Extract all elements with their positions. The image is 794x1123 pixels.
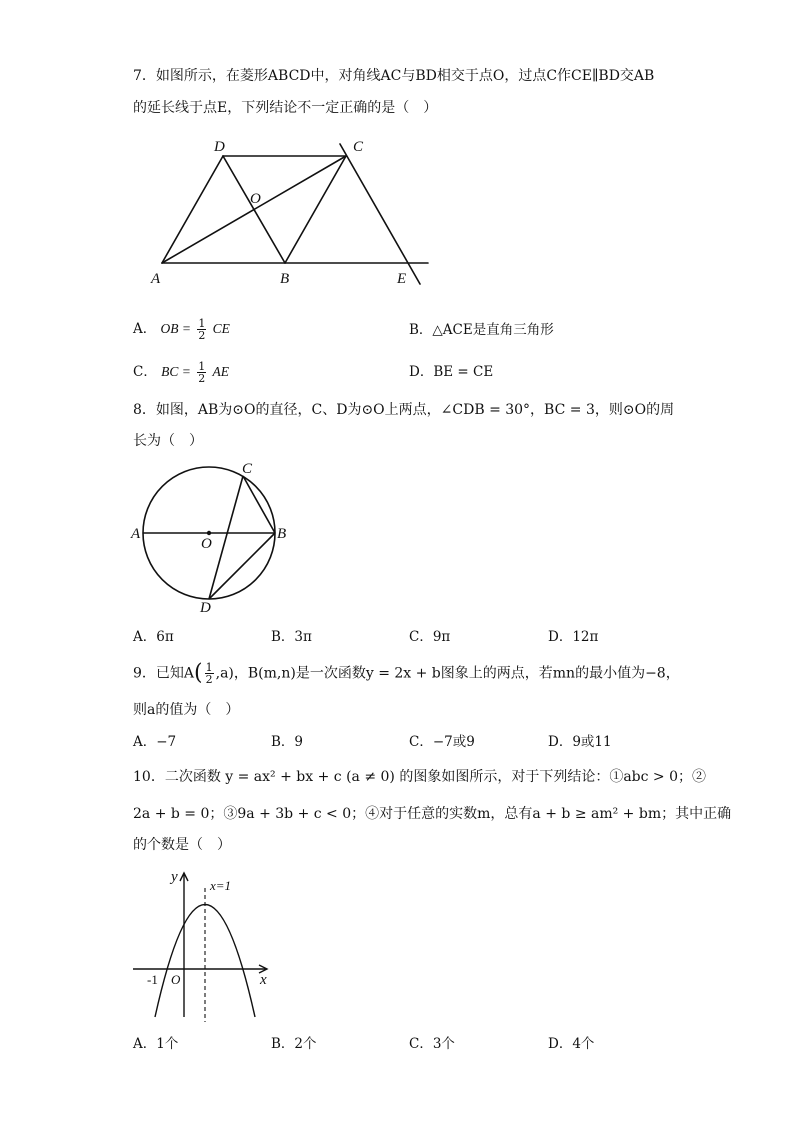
q7-option-a-fraction [197,318,206,341]
q8-label-c: C [242,461,253,477]
q7-option-a-prefix: A． [133,321,157,337]
q10-stem-line2: 2a + b = 0；③9a + 3b + c < 0；④对于任意的实数m，总有a + b ≥ am² + bm；其中正确 [133,806,732,822]
q8-option-c[interactable]: C．9π [409,629,451,645]
q9-option-d[interactable]: D．9或11 [548,734,612,750]
q8-option-d[interactable]: D．12π [548,629,599,645]
q8-chord-cb [243,476,275,533]
q8-chord-cd [209,476,243,599]
q10-label-y: y [171,869,178,885]
q10-label-neg-one: -1 [147,972,158,987]
q7-option-b[interactable]: B．△ACE是直角三角形 [409,322,554,338]
q7-label-d: D [214,139,225,155]
q8-center-point [207,531,211,535]
q7-side-bc [285,156,346,263]
q8-circle-o [143,467,275,599]
q10-option-c[interactable]: C．3个 [409,1036,455,1052]
q7-label-b: B [280,271,290,287]
q8-stem-line2: 长为（ ） [133,433,203,449]
q9-option-c[interactable]: C．−7或9 [409,734,475,750]
q10-label-origin: O [171,972,181,987]
q8-label-o: O [201,536,212,552]
q8-option-b[interactable]: B．3π [271,629,312,645]
q7-option-d[interactable]: D．BE = CE [409,364,494,380]
q7-stem-line1: 7．如图所示，在菱形ABCD中，对角线AC与BD相交于点O，过点C作CE∥BD交AB [133,68,655,84]
q7-option-a[interactable] [133,318,230,341]
q10-label-x: x [260,972,267,988]
q7-option-c[interactable] [133,361,229,384]
q10-x-axis-arrow [259,965,267,973]
q10-y-axis-arrow [180,873,188,881]
q8-stem-line1: 8．如图，AB为⊙O的直径，C、D为⊙O上两点，∠CDB = 30°，BC = 3，则⊙O的周 [133,402,675,418]
q7-option-c-prefix: C． [133,364,157,380]
q7-label-e: E [397,271,407,287]
q7-option-a-right: CE [212,321,230,336]
q10-option-d[interactable]: D．4个 [548,1036,595,1052]
q7-option-a-denominator: 2 [198,329,206,342]
q10-option-a[interactable]: A．1个 [133,1036,179,1052]
q9-fraction-denominator: 2 [205,673,213,686]
q8-chord-db [209,533,275,599]
q9-stem-line1 [133,662,680,685]
q9-fraction-numerator: 1 [205,661,213,674]
q8-option-a[interactable]: A．6π [133,629,174,645]
q8-label-a: A [131,526,141,542]
q7-option-c-left: BC = [161,364,191,379]
q9-stem-prefix: 9．已知A [133,665,195,682]
q7-option-c-fraction [197,361,206,384]
q8-label-b: B [277,526,287,542]
q10-stem-line3: 的个数是（ ） [133,837,231,853]
q9-fraction [205,662,214,685]
q7-option-c-numerator: 1 [198,360,206,373]
q9-stem-rest: ,a)，B(m,n)是一次函数y = 2x + b图象上的两点，若mn的最小值为−8， [215,665,680,682]
q8-label-d: D [200,600,211,616]
q9-option-a[interactable]: A．−7 [133,734,177,750]
q7-label-a: A [151,271,161,287]
q10-label-symmetry: x=1 [210,878,232,893]
q7-option-c-right: AE [212,364,229,379]
q7-label-c: C [353,139,364,155]
q7-diagonal-bd [223,156,285,263]
q10-parabola-curve [155,905,255,1018]
q7-stem-line2: 的延长线于点E，下列结论不一定正确的是（ ） [133,100,438,116]
q10-option-b[interactable]: B．2个 [271,1036,317,1052]
q9-option-b[interactable]: B．9 [271,734,304,750]
q9-open-paren: ( [194,660,203,686]
q7-side-ad [162,156,223,263]
q7-label-o: O [250,191,261,207]
q7-diagonal-ac [162,156,346,263]
q7-line-ce [340,144,420,284]
q7-option-a-numerator: 1 [198,317,206,330]
q10-stem-line1: 10．二次函数 y = ax² + bx + c (a ≠ 0) 的图象如图所示，对于下列结论：①abc > 0；② [133,769,707,785]
q7-option-c-denominator: 2 [198,372,206,385]
q7-option-a-left: OB = [160,321,192,336]
q9-stem-line2: 则a的值为（ ） [133,702,240,718]
